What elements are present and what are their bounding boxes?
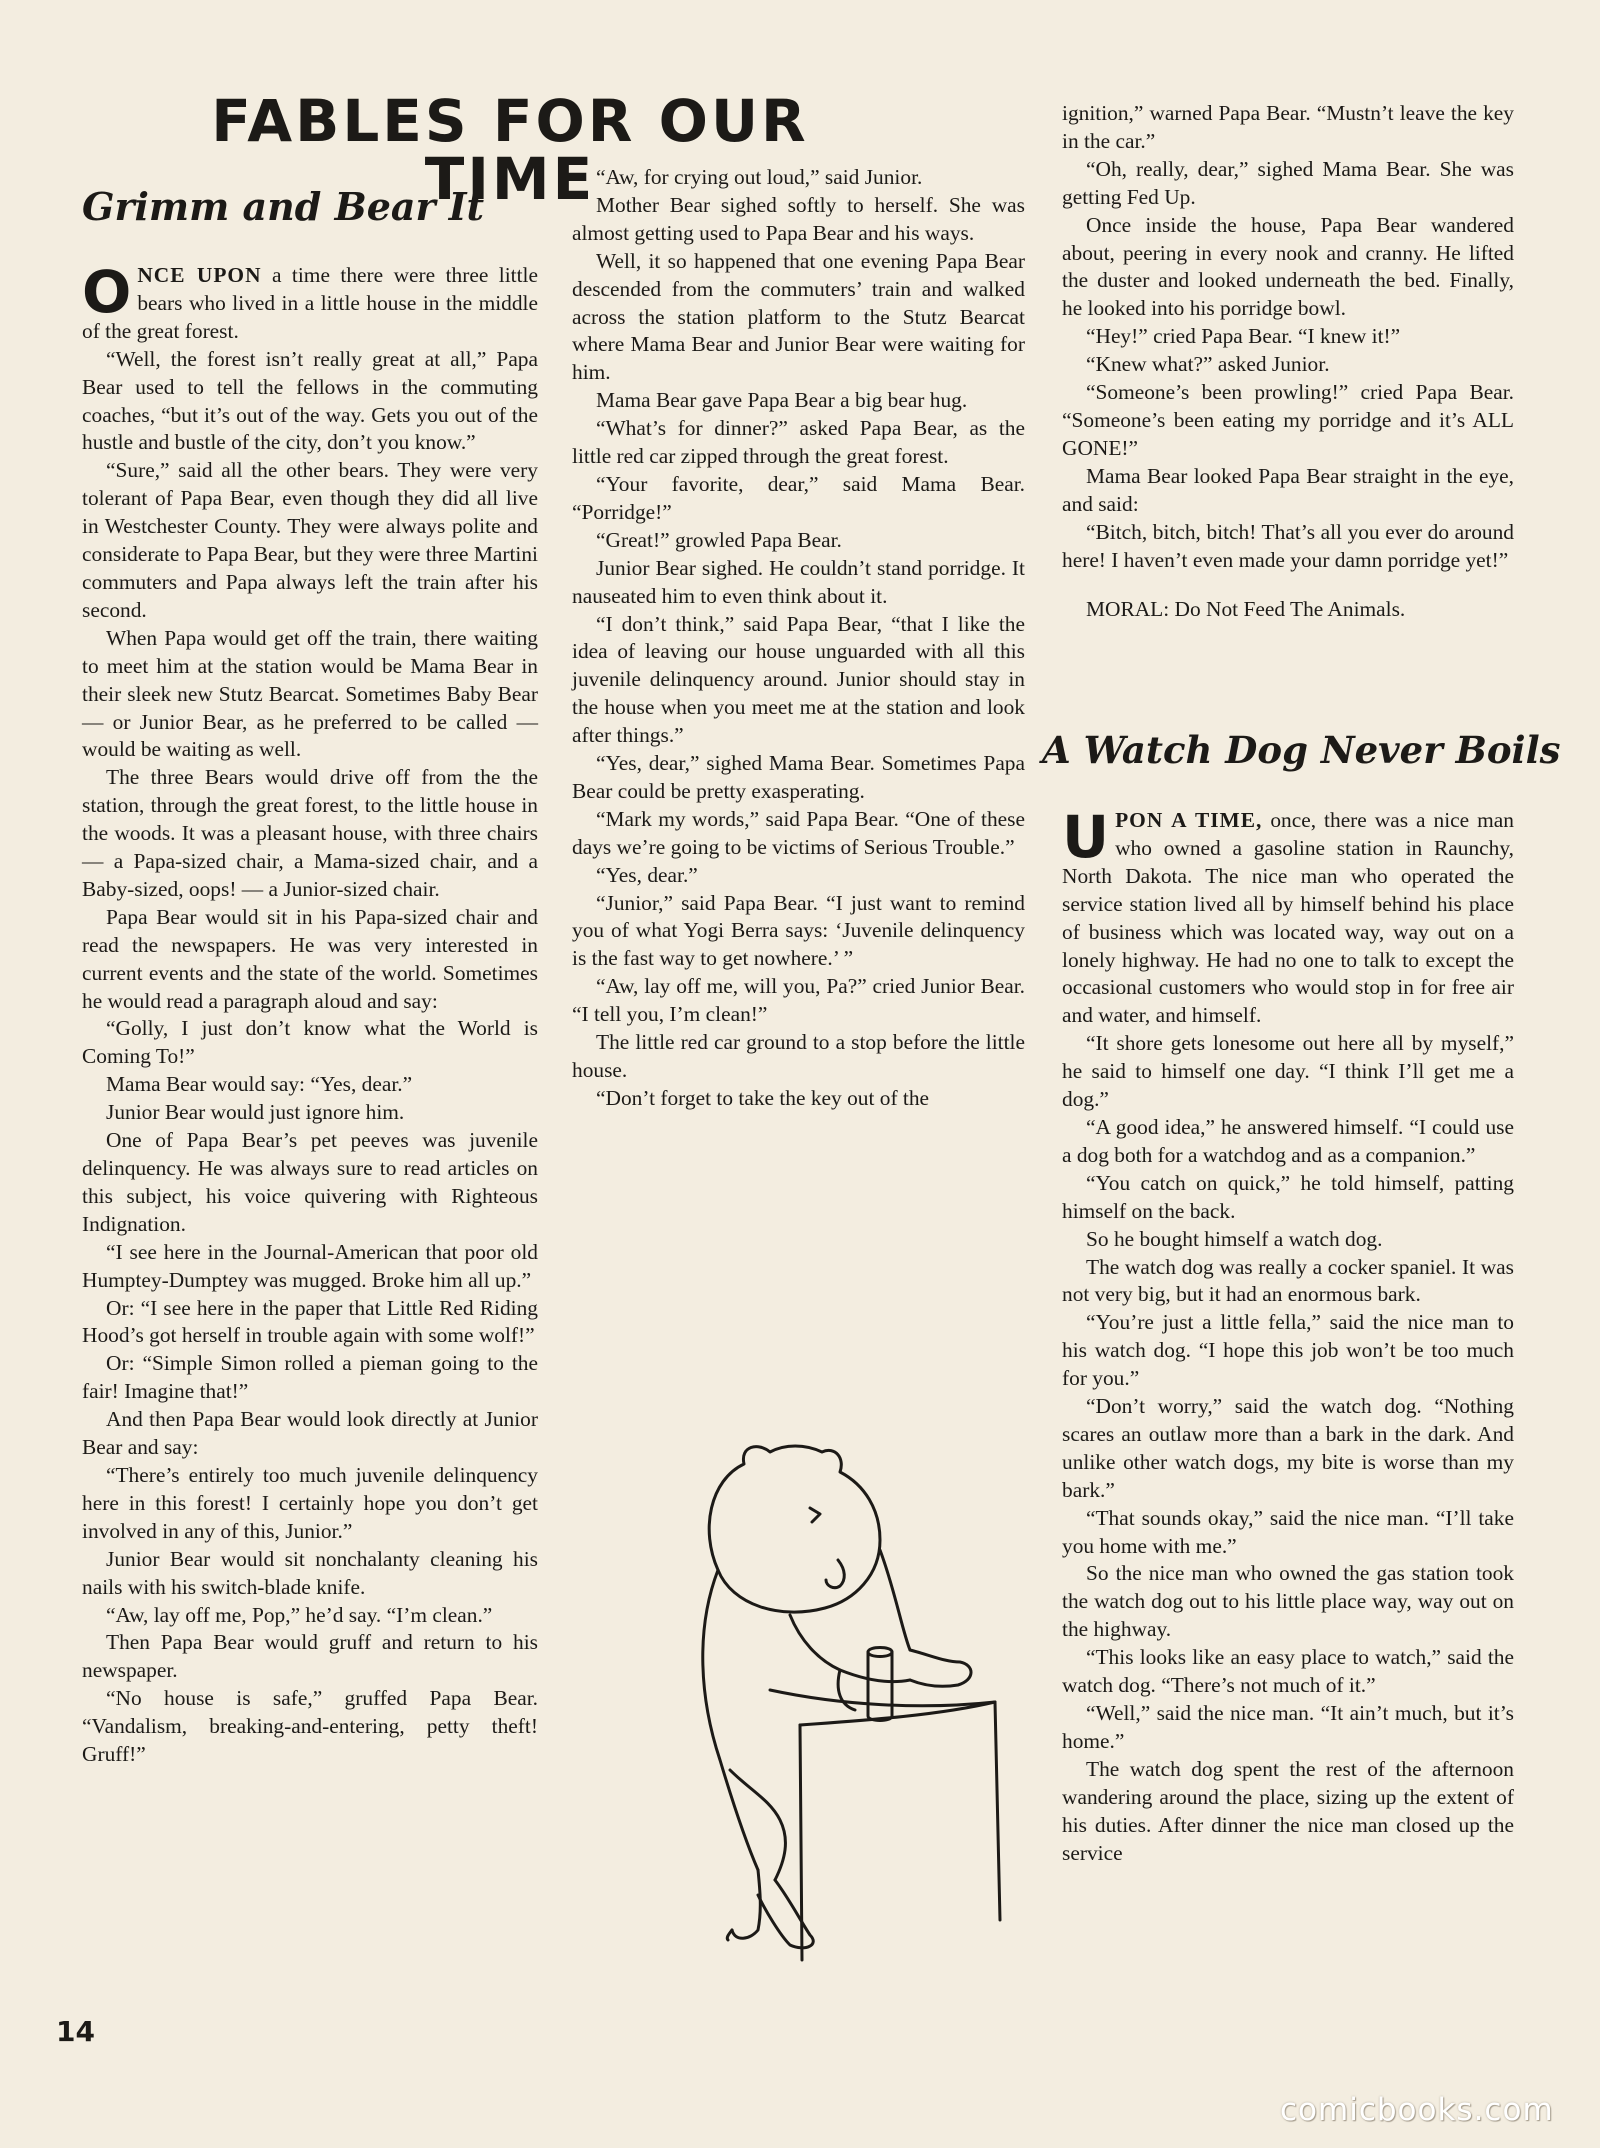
paragraph: “Bitch, bitch, bitch! That’s all you ever do around here! I haven’t even made your damn porridge yet!” [1062, 519, 1514, 572]
paragraph: “Aw, lay off me, will you, Pa?” cried Junior Bear. “I tell you, I’m clean!” [572, 974, 1025, 1027]
watermark: comicbooks.com [1280, 2092, 1554, 2128]
paragraph: Mama Bear would say: “Yes, dear.” [106, 1072, 413, 1097]
paragraph: “Hey!” cried Papa Bear. “I knew it!” [1086, 324, 1401, 349]
paragraph: “Golly, I just don’t know what the World is Coming To!” [82, 1016, 538, 1069]
lead-text: once, there was a nice man who owned a gasoline station in Raunchy, North Dakota. The nice man who operated the service station lived all by himself behind his place of business which was located way, way out on a lonely highway. He had no one to talk to except the occasional customers who would stop in for free air and water, and himself. [1062, 808, 1514, 1028]
lead-text: a time there were three little bears who lived in a little house in the middle of the great forest. [82, 263, 538, 343]
paragraph: “Yes, dear.” [596, 862, 698, 887]
paragraph: “You’re just a little fella,” said the nice man to his watch dog. “I hope this job won’t be too much for you.” [1062, 1310, 1514, 1391]
paragraph: “Sure,” said all the other bears. They were very tolerant of Papa Bear, even though they did all live in Westchester County. They were always polite and considerate to Papa Bear, but they were three Martini commuters and Papa always left the train after his second. [82, 458, 538, 622]
paragraph: Mama Bear gave Papa Bear a big bear hug. [596, 388, 968, 413]
column-1 [82, 258, 538, 1769]
page-number: 14 [56, 2015, 95, 2048]
column-3 [1062, 100, 1514, 624]
paragraph: One of Papa Bear’s pet peeves was juvenile delinquency. He was always sure to read articles on this subject, his voice quivering with Righteous Indignation. [82, 1128, 538, 1236]
paragraph: The three Bears would drive off from the the station, through the great forest, to the little house in the woods. It was a pleasant house, with three chairs — a Papa-sized chair, a Mama-sized chair, and a Baby-sized, oops! — a Junior-sized chair. [82, 765, 538, 901]
paragraph: “Yes, dear,” sighed Mama Bear. Sometimes Papa Bear could be pretty exasperating. [572, 751, 1025, 803]
paragraph: “What’s for dinner?” asked Papa Bear, as the little red car zipped through the great forest. [572, 416, 1025, 469]
dropcap-u: U [1062, 803, 1110, 871]
paragraph: “No house is safe,” gruffed Papa Bear. “Vandalism, breaking-and-entering, petty theft! Gruff!” [82, 1686, 538, 1767]
column-2-paragraphs [572, 164, 1025, 1113]
paragraph: “Junior,” said Papa Bear. “I just want to remind you of what Yogi Berra says: ‘Juvenile delinquency is the fast way to get nowhere.’ ” [572, 890, 1025, 971]
dropcap-o: O [82, 258, 132, 326]
paragraph: “Oh, really, dear,” sighed Mama Bear. She was getting Fed Up. [1062, 156, 1514, 209]
paragraph: Or: “I see here in the paper that Little Red Riding Hood’s got herself in trouble again with some wolf!” [82, 1295, 538, 1348]
paragraph: Well, it so happened that one evening Papa Bear descended from the commuters’ train and walked across the station platform to the Stutz Bearcat where Mama Bear and Junior Bear were waiting for him. [572, 248, 1025, 385]
paragraph: The little red car ground to a stop before the little house. [572, 1030, 1025, 1082]
paragraph: “It shore gets lonesome out here all by myself,” he said to himself one day. “I think I’ll get me a dog.” [1062, 1031, 1514, 1112]
paragraph: “Great!” growled Papa Bear. [596, 527, 842, 552]
continued-paragraph: ignition,” warned Papa Bear. “Mustn’t leave the key in the car.” [1062, 101, 1514, 153]
paragraph: “Aw, lay off me, Pop,” he’d say. “I’m clean.” [106, 1602, 493, 1627]
paragraph: The watch dog was really a cocker spaniel. It was not very big, but it had an enormous bark. [1062, 1254, 1514, 1307]
lead-caps: NCE UPON [137, 263, 262, 287]
paragraph: “A good idea,” he answered himself. “I could use a dog both for a watchdog and as a companion.” [1062, 1114, 1514, 1167]
paragraph: So the nice man who owned the gas station took the watch dog out to his little place way, way out on the highway. [1062, 1561, 1514, 1642]
paragraph: “Your favorite, dear,” said Mama Bear. “Porridge!” [572, 471, 1025, 524]
paragraph: And then Papa Bear would look directly at Junior Bear and say: [82, 1407, 538, 1460]
paragraph: “Someone’s been prowling!” cried Papa Bear. “Someone’s been eating my porridge and it’s ALL GONE!” [1062, 380, 1514, 460]
story-title-grimm: Grimm and Bear It [82, 184, 485, 229]
bear-with-can-illustration [640, 1440, 1040, 1980]
paragraph: “That sounds okay,” said the nice man. “I’ll take you home with me.” [1062, 1505, 1514, 1558]
column-3-paragraphs [1062, 156, 1514, 575]
paragraph: Junior Bear sighed. He couldn’t stand porridge. It nauseated him to even think about it. [572, 555, 1025, 608]
story2-paragraphs [1062, 1030, 1514, 1867]
column-2 [572, 164, 1025, 1113]
paragraph: “This looks like an easy place to watch,” said the watch dog. “There’s not much of it.” [1062, 1645, 1514, 1698]
paragraph: “Mark my words,” said Papa Bear. “One of these days we’re going to be victims of Serious Trouble.” [572, 806, 1025, 859]
story-title-watch-dog: A Watch Dog Never Boils [1042, 728, 1561, 772]
page-title: FABLES FOR OUR TIME [211, 87, 809, 213]
paragraph: Papa Bear would sit in his Papa-sized chair and read the newspapers. He was very interested in current events and the state of the world. Sometimes he would read a paragraph aloud and say: [82, 904, 538, 1013]
paragraph: “Don’t forget to take the key out of the [596, 1085, 930, 1110]
paragraph: “Aw, for crying out loud,” said Junior. [596, 165, 923, 189]
lead-caps: PON A TIME, [1115, 808, 1263, 832]
column-1-paragraphs [82, 346, 538, 1769]
paragraph: “Well, the forest isn’t really great at all,” Papa Bear used to tell the fellows in the commuting coaches, “but it’s out of the way. Gets you out of the hustle and bustle of the city, don’t you know.” [82, 346, 538, 455]
paragraph: Mama Bear looked Papa Bear straight in the eye, and said: [1062, 463, 1514, 516]
paragraph: Mother Bear sighed softly to herself. She was almost getting used to Papa Bear and his ways. [572, 192, 1025, 245]
paragraph: Junior Bear would just ignore him. [106, 1100, 405, 1125]
paragraph: “Knew what?” asked Junior. [1086, 352, 1330, 377]
paragraph: The watch dog spent the rest of the afternoon wandering around the place, sizing up the extent of his duties. After dinner the nice man closed up the service [1062, 1756, 1514, 1865]
paragraph: So he bought himself a watch dog. [1086, 1226, 1383, 1251]
paragraph: Junior Bear would sit nonchalanty cleaning his nails with his switch-blade knife. [82, 1546, 538, 1599]
paragraph: When Papa would get off the train, there waiting to meet him at the station would be Mama Bear in their sleek new Stutz Bearcat. Sometimes Baby Bear — or Junior Bear, as he preferred to be called — would be waiting as well. [82, 625, 538, 762]
story1-lead-paragraph [82, 258, 538, 346]
moral-line: MORAL: Do Not Feed The Animals. [1086, 597, 1406, 622]
column-3-lower [1062, 803, 1514, 1867]
paragraph: “I don’t think,” said Papa Bear, “that I like the idea of leaving our house unguarded with all this juvenile delinquency around. Junior should stay in the house when you meet me at the station and look after things.” [572, 611, 1025, 748]
paragraph: Or: “Simple Simon rolled a pieman going to the fair! Imagine that!” [82, 1351, 538, 1404]
paragraph: Once inside the house, Papa Bear wandered about, peering in every nook and cranny. He lifted the duster and looked underneath the bed. Finally, he looked into his porridge bowl. [1062, 212, 1514, 321]
paragraph: Then Papa Bear would gruff and return to his newspaper. [82, 1630, 538, 1683]
paragraph: “Well,” said the nice man. “It ain’t much, but it’s home.” [1062, 1701, 1514, 1753]
paragraph: “I see here in the Journal-American that poor old Humptey-Dumptey was mugged. Broke him all up.” [82, 1239, 538, 1292]
paragraph: “There’s entirely too much juvenile delinquency here in this forest! I certainly hope you don’t get involved in any of this, Junior.” [82, 1462, 538, 1543]
story2-lead-paragraph [1062, 803, 1514, 1030]
paragraph: “Don’t worry,” said the watch dog. “Nothing scares an outlaw more than a bark in the dark. And unlike other watch dogs, my bite is worse than my bark.” [1062, 1394, 1514, 1502]
paragraph: “You catch on quick,” he told himself, patting himself on the back. [1062, 1170, 1514, 1223]
